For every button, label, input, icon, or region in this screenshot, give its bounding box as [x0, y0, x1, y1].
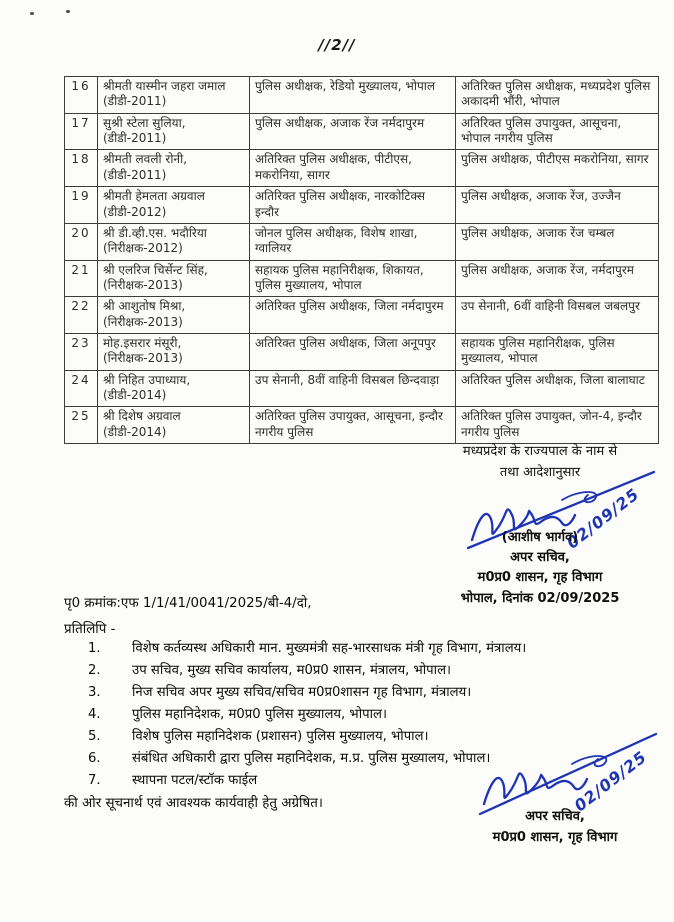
signature-2: [474, 724, 670, 819]
officer-name-cell: श्री निहित उपाध्याय, (डीडी-2014): [98, 370, 250, 407]
serial-cell: 19: [65, 187, 98, 224]
signatory-title: अपर सचिव,: [510, 550, 570, 565]
table-row: [65, 187, 659, 224]
current-posting-cell: अतिरिक्त पुलिस अधीक्षक, जिला नर्मदापुरम: [250, 297, 456, 334]
serial-cell: 20: [65, 223, 98, 260]
officer-name-cell: श्री दिशेष अग्रवाल (डीडी-2014): [98, 407, 250, 444]
copy-item-text: निज सचिव अपर मुख्य सचिव/सचिव म0प्र0शासन गृह विभाग, मंत्रालय।: [132, 685, 472, 700]
serial-cell: 21: [65, 260, 98, 297]
new-posting-cell: सहायक पुलिस महानिरीक्षक, पुलिस मुख्यालय, भोपाल: [456, 334, 659, 371]
copy-item-text: स्थापना पटल/स्टॉक फाईल: [132, 773, 258, 788]
scan-speck: [30, 12, 34, 15]
page-number: //2//: [318, 36, 356, 54]
current-posting-cell: सहायक पुलिस महानिरीक्षक, शिकायत, पुलिस मुख्यालय, भोपाल: [250, 260, 456, 297]
officer-name-cell: सुश्री स्टेला सुलिया, (डीडी-2011): [98, 113, 250, 150]
order-by-line: तथा आदेशानुसार: [499, 465, 581, 480]
serial-cell: 22: [65, 297, 98, 334]
copy-item-number: 1.: [88, 641, 101, 656]
new-posting-cell: अतिरिक्त पुलिस उपायुक्त, जोन-4, इन्दौर नगरीय पुलिस: [456, 407, 659, 444]
copy-item-text: संबंधित अधिकारी द्वारा पुलिस महानिदेशक, म.प्र. पुलिस मुख्यालय, भोपाल।: [132, 751, 491, 766]
officer-name-cell: श्रीमती यास्मीन जहरा जमाल (डीडी-2011): [98, 77, 250, 114]
new-posting-cell: अतिरिक्त पुलिस अधीक्षक, जिला बालाघाट: [456, 370, 659, 407]
scan-speck: [66, 10, 70, 13]
new-posting-cell: उप सेनानी, 6वीं वाहिनी विसबल जबलपुर: [456, 297, 659, 334]
new-posting-cell: पुलिस अधीक्षक, अजाक रेंज, उज्जैन: [456, 187, 659, 224]
copy-item-number: 2.: [88, 663, 101, 678]
officer-name-cell: मोह.इसरार मंसूरी, (निरीक्षक-2013): [98, 334, 250, 371]
serial-cell: 24: [65, 370, 98, 407]
copy-item: [88, 641, 658, 656]
current-posting-cell: अतिरिक्त पुलिस अधीक्षक, पीटीएस, मकरोनिया, सागर: [250, 150, 456, 187]
officer-name-cell: श्री आशुतोष मिश्रा, (निरीक्षक-2013): [98, 297, 250, 334]
table-row: [65, 113, 659, 150]
serial-cell: 23: [65, 334, 98, 371]
transfer-table: [64, 76, 659, 444]
copy-item: [88, 685, 658, 700]
signatory-dept: म0प्र0 शासन, गृह विभाग: [477, 570, 603, 585]
new-posting-cell: पुलिस अधीक्षक, अजाक रेंज चम्बल: [456, 223, 659, 260]
handwritten-date-2: 02/09/25: [570, 747, 651, 816]
handwritten-date-1: 02/09/25: [563, 484, 643, 553]
copy-item-text: विशेष पुलिस महानिदेशक (प्रशासन) पुलिस मुख्यालय, भोपाल।: [132, 729, 429, 744]
copy-item-text: पुलिस महानिदेशक, म0प्र0 पुलिस मुख्यालय, भोपाल।: [132, 707, 387, 722]
serial-cell: 17: [65, 113, 98, 150]
copy-item-number: 5.: [88, 729, 101, 744]
current-posting-cell: जोनल पुलिस अधीक्षक, विशेष शाखा, ग्वालियर: [250, 223, 456, 260]
table-row: [65, 370, 659, 407]
ref-number-line: पृ0 क्रमांक:एफ 1/1/41/0041/2025/बी-4/दो,: [64, 596, 312, 611]
officer-name-cell: श्रीमती लवली रोनी, (डीडी-2011): [98, 150, 250, 187]
new-posting-cell: पुलिस अधीक्षक, अजाक रेंज, नर्मदापुरम: [456, 260, 659, 297]
transfer-table-body: [65, 77, 659, 444]
copy-heading: प्रतिलिपि -: [64, 622, 116, 637]
copy-item-text: उप सचिव, मुख्य सचिव कार्यालय, म0प्र0 शासन, मंत्रालय, भोपाल।: [132, 663, 452, 678]
copy-item-text: विशेष कर्तव्यस्थ अधिकारी मान. मुख्यमंत्री सह-भारसाधक मंत्री गृह विभाग, मंत्रालय।: [132, 641, 527, 656]
closing-line: की ओर सूचनार्थ एवं आवश्यक कार्यवाही हेतु अग्रेषित।: [64, 796, 323, 811]
table-row: [65, 334, 659, 371]
table-row: [65, 297, 659, 334]
copy-item-number: 4.: [88, 707, 101, 722]
table-row: [65, 260, 659, 297]
table-row: [65, 223, 659, 260]
table-row: [65, 150, 659, 187]
new-posting-cell: अतिरिक्त पुलिस उपायुक्त, आसूचना, भोपाल नगरीय पुलिस: [456, 113, 659, 150]
new-posting-cell: अतिरिक्त पुलिस अधीक्षक, मध्यप्रदेश पुलिस अकादमी भौंरी, भोपाल: [456, 77, 659, 114]
serial-cell: 16: [65, 77, 98, 114]
table-row: [65, 407, 659, 444]
serial-cell: 18: [65, 150, 98, 187]
new-posting-cell: पुलिस अधीक्षक, पीटीएस मकरोनिया, सागर: [456, 150, 659, 187]
current-posting-cell: पुलिस अधीक्षक, रेडियो मुख्यालय, भोपाल: [250, 77, 456, 114]
current-posting-cell: पुलिस अधीक्षक, अजाक रेंज नर्मदापुरम: [250, 113, 456, 150]
officer-name-cell: श्री एलरिज चिर्सेन्ट सिंह, (निरीक्षक-2013): [98, 260, 250, 297]
current-posting-cell: अतिरिक्त पुलिस अधीक्षक, नारकोटिक्स इन्दौर: [250, 187, 456, 224]
serial-cell: 25: [65, 407, 98, 444]
copy-item-number: 3.: [88, 685, 101, 700]
endorsement-signatory-title: अपर सचिव,: [525, 809, 585, 824]
signatory-place-date: भोपाल, दिनांक 02/09/2025: [460, 591, 620, 606]
copy-item-number: 6.: [88, 751, 101, 766]
current-posting-cell: अतिरिक्त पुलिस उपायुक्त, आसूचना, इन्दौर नगरीय पुलिस: [250, 407, 456, 444]
current-posting-cell: उप सेनानी, 8वीं वाहिनी विसबल छिन्दवाड़ा: [250, 370, 456, 407]
signatory-name: (आशीष भार्गव): [501, 530, 579, 545]
order-authority-line: मध्यप्रदेश के राज्यपाल के नाम से: [462, 444, 618, 459]
endorsement-signatory-dept: म0प्र0 शासन, गृह विभाग: [492, 830, 618, 845]
table-row: [65, 77, 659, 114]
officer-name-cell: श्रीमती हेमलता अग्रवाल (डीडी-2012): [98, 187, 250, 224]
copy-item: [88, 663, 658, 678]
current-posting-cell: अतिरिक्त पुलिस अधीक्षक, जिला अनूपपुर: [250, 334, 456, 371]
officer-name-cell: श्री डी.व्ही.एस. भदौरिया (निरीक्षक-2012): [98, 223, 250, 260]
copy-item: [88, 707, 658, 722]
copy-item-number: 7.: [88, 773, 101, 788]
